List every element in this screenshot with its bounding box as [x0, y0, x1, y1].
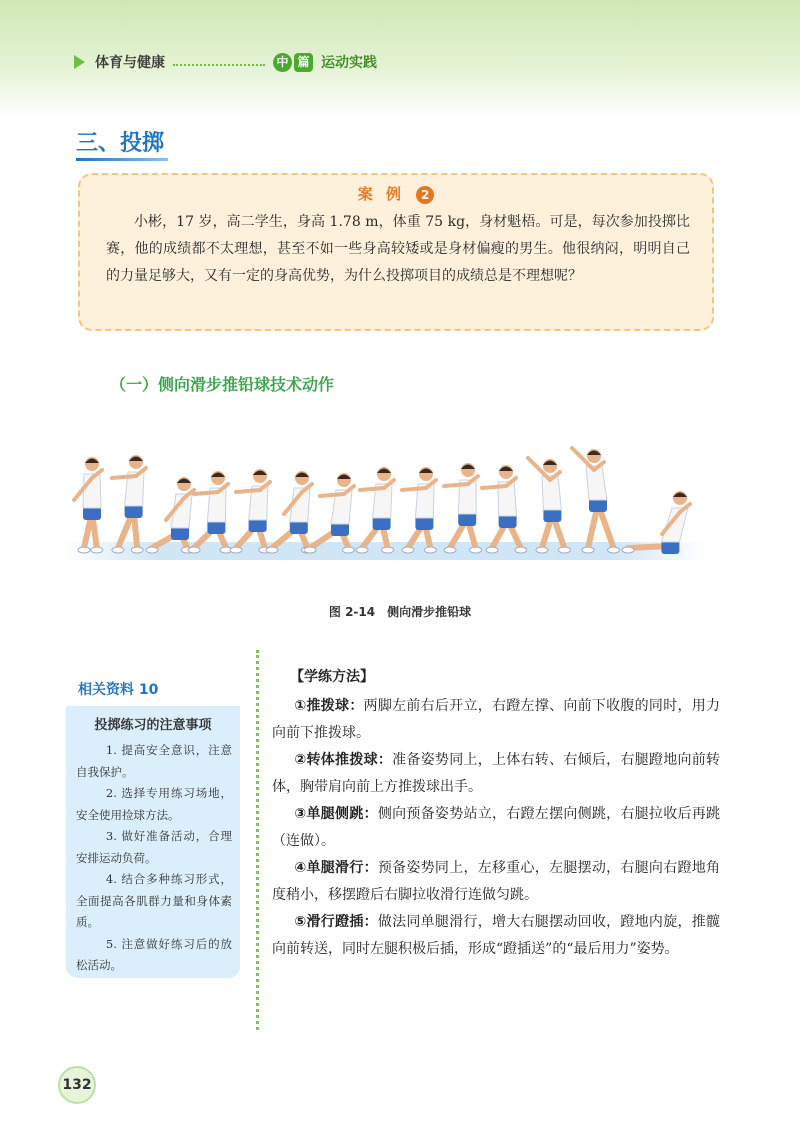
section-title: 三、投掷 [76, 131, 165, 156]
practice-item-lead: ④单腿滑行： [294, 860, 378, 876]
practice-item [272, 909, 720, 963]
practice-item-text: 准备姿势同上，上体右转、右倾后，右腿蹬地向前转体，胸带肩向前上方推拨球出手。 [272, 752, 721, 795]
practice-item-text: 做法同单腿滑行，增大右腿摆动回收，蹬地内旋，推髋向前转送，同时左腿积极后插，形成“蹬插送”的“最后用力”姿势。 [272, 914, 721, 957]
figure-caption: 图 2-14 侧向滑步推铅球 [328, 605, 472, 619]
list-item: 3. 做好准备活动，合理安排运动负荷。 [76, 829, 232, 865]
athlete-figure [356, 467, 394, 553]
list-item: 4. 结合多种练习形式，全面提高各肌群力量和身体素质。 [76, 872, 232, 929]
case-box [78, 173, 714, 331]
subsection-title: （一）侧向滑步推铅球技术动作 [110, 375, 335, 394]
list-item: 2. 选择专用练习场地，安全使用捡球方法。 [76, 786, 232, 822]
dotted-leader [173, 64, 265, 66]
practice-heading: 【学练方法】 [290, 669, 374, 685]
athlete-figure [528, 458, 570, 553]
shot-put-sequence-figure [62, 430, 706, 568]
case-title [80, 183, 712, 204]
athlete-figure [74, 457, 103, 553]
athlete-figure [188, 471, 232, 553]
part-title: 运动实践 [321, 55, 377, 71]
related-info-box [66, 676, 240, 978]
practice-item-lead: ②转体推拨球： [294, 752, 393, 768]
practice-item [272, 801, 720, 855]
related-info-list [76, 740, 232, 977]
practice-item [272, 855, 720, 909]
athlete-figure [266, 471, 313, 553]
case-text: 小彬，17 岁，高二学生，身高 1.78 m，体重 75 kg，身材魁梧。可是，每次参加投掷比赛，他的成绩都不太理想，甚至不如一些身高较矮或是身材偏瘦的男生。他很纳闷，明明自己的力量足够大，又有一定的身高优势，为什么投掷项目的成绩总是不理想呢？ [106, 214, 690, 284]
play-triangle-icon [74, 55, 85, 69]
case-label: 案 例 [357, 185, 405, 203]
practice-item-text: 侧向预备姿势站立，右蹬左摆向侧跳，右腿拉收后再跳（连做）。 [272, 806, 721, 849]
case-number: 2 [416, 186, 434, 204]
book-title: 体育与健康 [95, 55, 165, 71]
related-info-body [66, 706, 240, 978]
column-divider [256, 650, 259, 1030]
athlete-figure [402, 467, 436, 553]
athlete-figure [112, 455, 146, 553]
page-number: 132 [58, 1066, 96, 1104]
practice-item [272, 693, 720, 747]
athlete-figure [146, 477, 194, 553]
practice-item-text: 预备姿势同上，左移重心，左腿摆动，右腿向右蹬地角度稍小，移摆蹬后右脚拉收滑行连做匀跳。 [272, 860, 721, 903]
practice-item-lead: ③单腿侧跳： [294, 806, 378, 822]
part-badge-square: 篇 [294, 53, 313, 72]
practice-methods [272, 664, 720, 963]
shot-put-sequence-illustration [62, 430, 706, 568]
part-badge: 中 [273, 53, 292, 72]
related-info-heading: 投掷练习的注意事项 [94, 718, 212, 733]
athlete-figure [230, 469, 271, 553]
related-info-tab: 相关资料 10 [78, 682, 159, 698]
athlete-figure [444, 463, 482, 553]
practice-item-lead: ①推拨球： [294, 698, 364, 714]
practice-item [272, 747, 720, 801]
running-header [74, 52, 377, 72]
athlete-figure [482, 465, 527, 553]
athlete-figure [572, 448, 620, 553]
list-item: 5. 注意做好练习后的放松活动。 [76, 936, 232, 972]
list-item: 1. 提高安全意识，注意自我保护。 [76, 743, 232, 779]
section-title-underline [76, 158, 168, 161]
practice-item-lead: ⑤滑行蹬插： [294, 914, 378, 930]
practice-item-text: 两脚左前右后开立，右蹬左撑、向前下收腹的同时，用力向前下推拨球。 [272, 698, 721, 741]
